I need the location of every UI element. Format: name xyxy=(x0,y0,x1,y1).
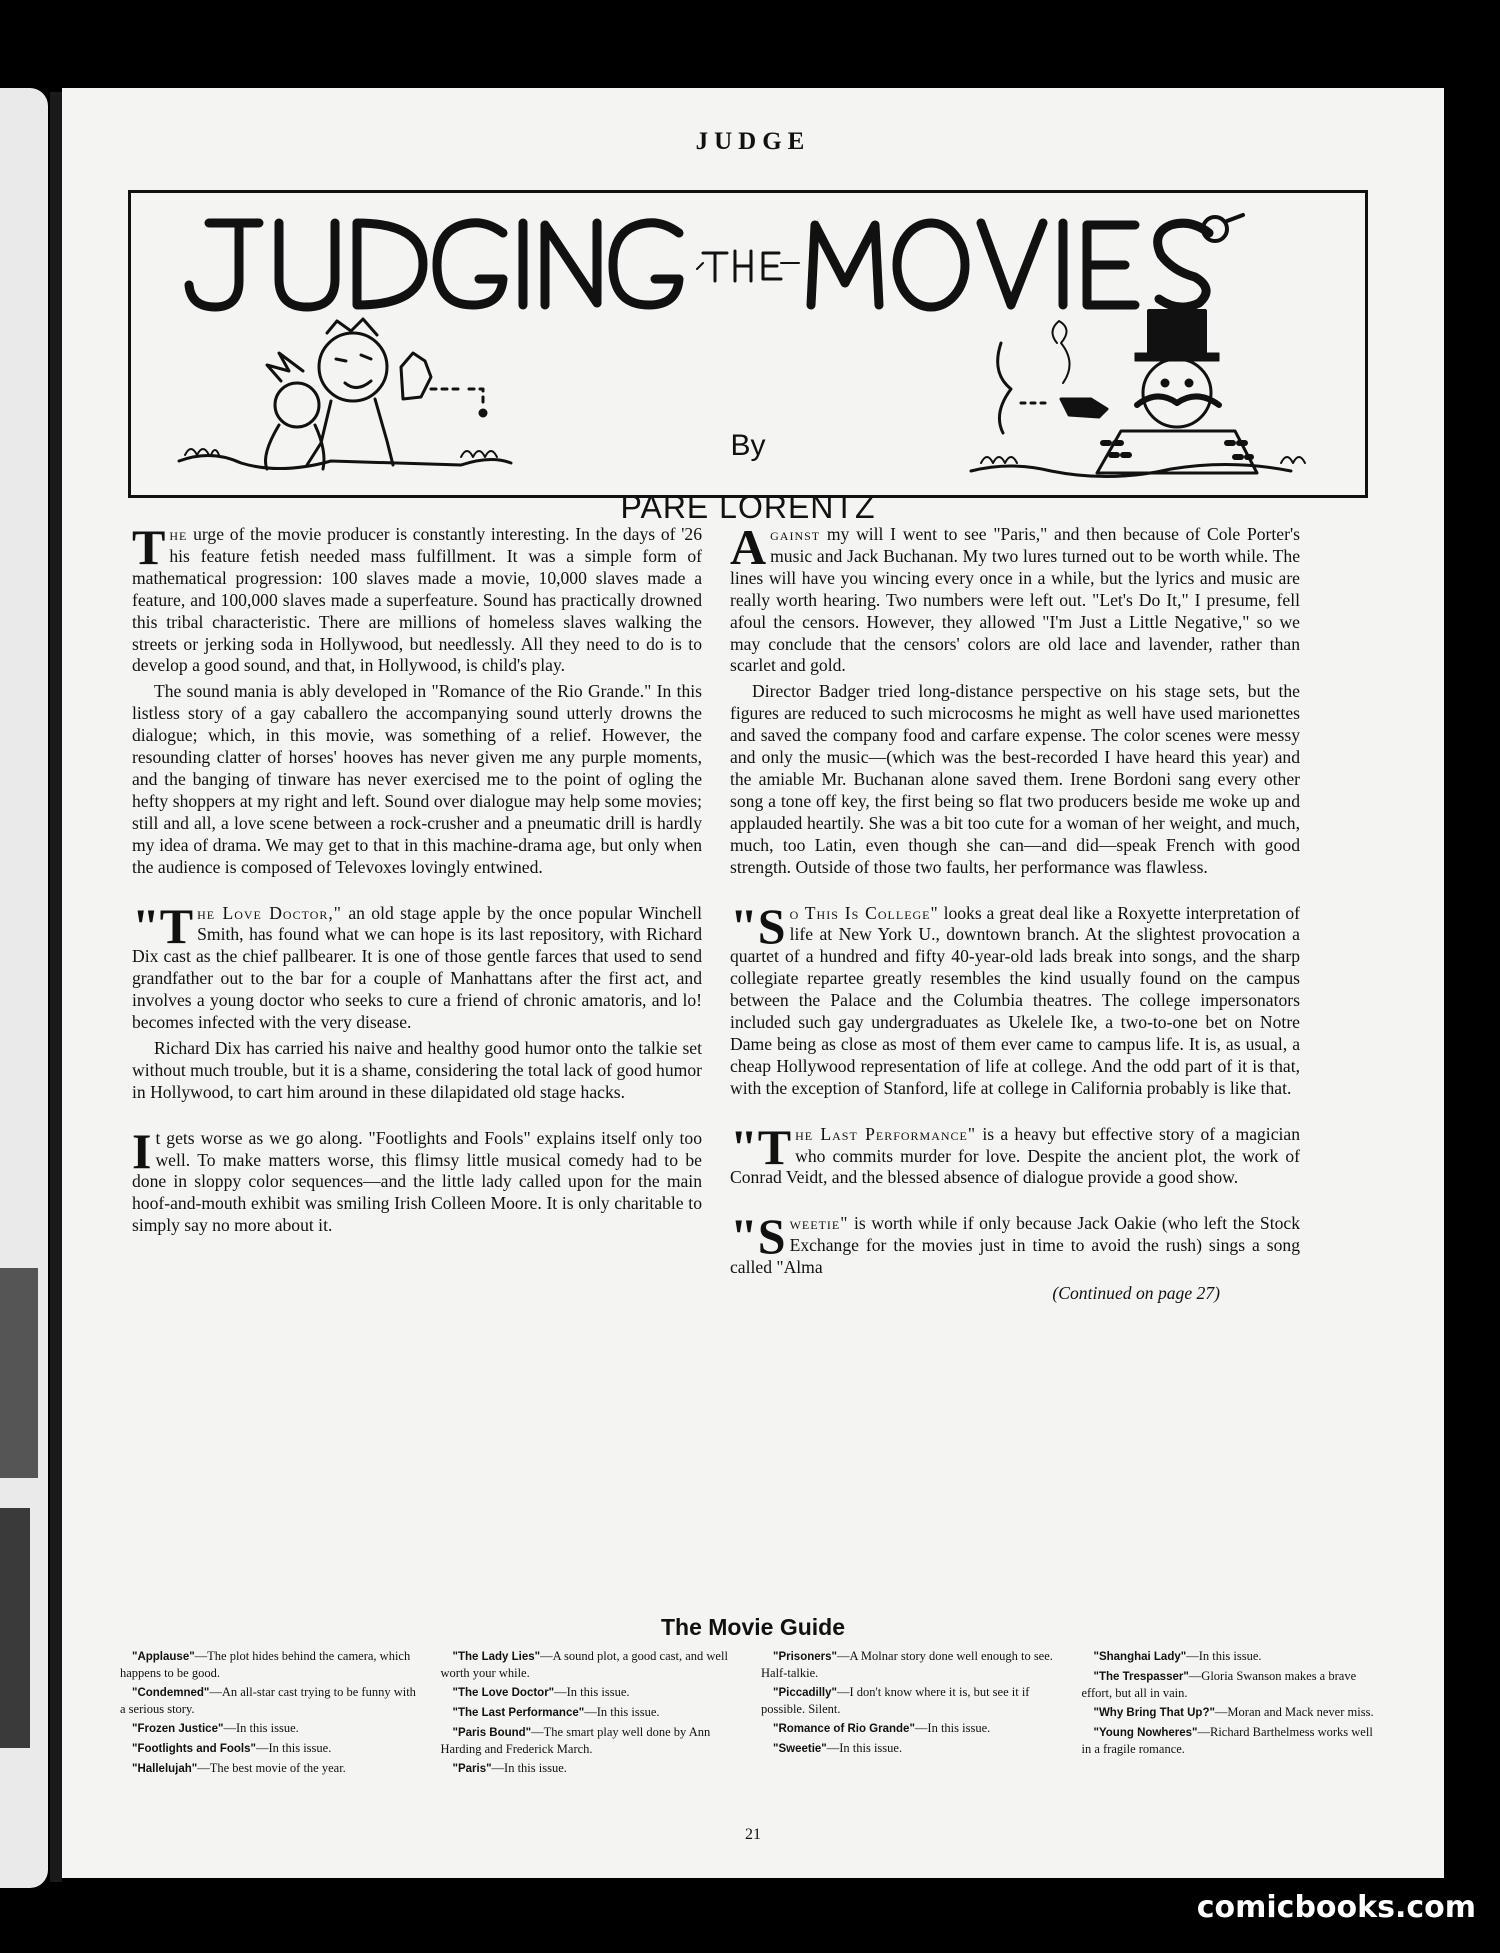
movie-comment: —In this issue. xyxy=(1186,1649,1262,1663)
byline-author: PARE LORENTZ xyxy=(620,489,876,525)
drop-cap: "S xyxy=(730,1208,786,1265)
movie-comment: —In this issue. xyxy=(554,1685,630,1699)
drop-cap: "T xyxy=(730,1118,792,1175)
movie-guide-entry xyxy=(441,1704,740,1721)
movie-guide-entry xyxy=(441,1724,740,1757)
drop-cap: "T xyxy=(132,897,194,954)
small-caps-lead: o This Is College" xyxy=(789,902,939,923)
movie-guide-entry xyxy=(1082,1724,1381,1757)
previous-page-edge xyxy=(0,88,48,1888)
movie-comment: —In this issue. xyxy=(491,1761,567,1775)
movie-title: "Hallelujah" xyxy=(132,1763,198,1775)
movie-guide-entry xyxy=(120,1760,419,1777)
article-paragraph xyxy=(730,897,1300,1100)
paragraph-text: t gets worse as we go along. "Footlights and Fools" explains itself only too well. To make matters worse, this flimsy little musical comedy had to be done in sloppy color sequences—and the little lady called upon for the main hoof-and-mouth exhibit was smiling Irish Colleen Moore. It is only charitable to simply say no more about it. xyxy=(132,1127,702,1236)
drop-cap: T xyxy=(132,519,166,575)
movie-guide-entry xyxy=(120,1740,419,1757)
movie-comment: —I don't know where it is, but see it if possible. Silent. xyxy=(761,1685,1030,1716)
movie-comment: —In this issue. xyxy=(255,1741,332,1755)
article-paragraph: Director Badger tried long-distance perspective on his stage sets, but the figures are reduced to such microcosms he might as well have used marionettes and saved the company food and carfare expense. The color scenes were messy and only the music—(which was the best-recorded I have heard this year) and the amiable Mr. Buchanan alone saved them. Irene Bordoni sang every other song a tone off key, the first being so flat two producers beside me woke up and applauded heartily. She was a bit too cute for a woman of her weight, and much, much, too Latin, even though she can—and did—speak French with good strength. Outside of those two faults, her performance was flawless. xyxy=(730,681,1300,877)
movie-title: "Applause" xyxy=(132,1651,195,1663)
article-column-left xyxy=(132,519,702,1241)
movie-guide-entry xyxy=(1082,1648,1381,1665)
previous-page-illustration-fragment xyxy=(0,1268,38,1478)
small-caps-lead: weetie" xyxy=(789,1213,849,1234)
article-paragraph xyxy=(730,1208,1300,1279)
paragraph-text: urge of the movie producer is constantly interesting. In the days of '26 his feature fetish needed mass fulfillment. It was a simple form of mathematical progression: 100 slaves made a movie, 10,000 slaves made a feature, and 100,000 slaves made a superfeature. Sound has practically drowned this tribal characteristic. There are millions of homeless slaves walking the streets or jerking soda in Hollywood, but needlessly. All they need to do is to develop a good sound, and that, in Hollywood, is child's play. xyxy=(132,524,702,676)
article-paragraph: The sound mania is ably developed in "Romance of the Rio Grande." In this listless story of a gay caballero the accompanying sound utterly drowns the dialogue; which, in this movie, was something of a relief. However, the resounding clatter of horses' hooves has never given me any purple moments, and the banging of tinware has never exercised me to the point of ogling the hefty shoppers at my right and left. Sound over dialogue may help some movies; still and all, a love scene between a rock-crusher and a pneumatic drill is hardly my idea of drama. We may get to that in this machine-drama age, but only when the audience is composed of Televoxes lovingly entwined. xyxy=(132,681,702,877)
movie-guide-title: The Movie Guide xyxy=(660,1614,846,1640)
movie-comment: —In this issue. xyxy=(914,1721,991,1735)
drop-cap: A xyxy=(730,519,767,575)
article-paragraph: Richard Dix has carried his naive and healthy good humor onto the talkie set without much trouble, but it is a shame, considering the total lack of good humor in Hollywood, to cart him around in these dilapidated old stage hacks. xyxy=(132,1037,702,1102)
small-caps-lead: he xyxy=(169,524,188,544)
movie-title: "Shanghai Lady" xyxy=(1093,1651,1187,1663)
movie-guide-entry xyxy=(120,1720,419,1737)
movie-guide-entry xyxy=(1082,1668,1381,1701)
movie-title: "Paris" xyxy=(452,1763,492,1775)
movie-guide-column xyxy=(761,1648,1060,1780)
movie-title: "Frozen Justice" xyxy=(132,1723,224,1735)
small-caps-lead: he Love Doctor," xyxy=(197,902,342,923)
page-number: 21 xyxy=(745,1826,761,1843)
movie-title: "Romance of Rio Grande" xyxy=(773,1723,915,1735)
movie-title: "Paris Bound" xyxy=(452,1727,532,1739)
movie-guide-column xyxy=(1082,1648,1381,1780)
movie-title: "Prisoners" xyxy=(773,1651,837,1663)
movie-title: "The Trespasser" xyxy=(1093,1671,1189,1683)
movie-guide-entry xyxy=(441,1648,740,1681)
movie-comment: —Moran and Mack never miss. xyxy=(1214,1705,1374,1719)
movie-title: "The Last Performance" xyxy=(452,1707,585,1719)
article-column-right xyxy=(730,519,1300,1305)
movie-title: "Piccadilly" xyxy=(773,1687,837,1699)
article-paragraph xyxy=(132,1122,702,1238)
movie-comment: —An all-star cast trying to be funny with a serious story. xyxy=(120,1685,416,1716)
movie-guide-column xyxy=(120,1648,419,1780)
movie-comment: —A Molnar story done well enough to see. Half-talkie. xyxy=(761,1649,1053,1680)
movie-guide-entry xyxy=(761,1648,1060,1681)
drop-cap: I xyxy=(132,1122,152,1179)
article-paragraph xyxy=(132,519,702,677)
movie-comment: —The smart play well done by Ann Harding and Frederick March. xyxy=(440,1725,711,1756)
movie-title: "Young Nowheres" xyxy=(1093,1727,1198,1739)
movie-guide-entry xyxy=(120,1648,419,1681)
previous-page-illustration-fragment xyxy=(0,1508,30,1748)
paragraph-text: is worth while if only because Jack Oakie (who left the Stock Exchange for the movies just in time to avoid the rush) sings a song called "Alma xyxy=(730,1213,1300,1278)
movie-title: "Condemned" xyxy=(132,1687,210,1699)
movie-comment: —Gloria Swanson makes a brave effort, but all in vain. xyxy=(1081,1669,1357,1700)
movie-comment: —The best movie of the year. xyxy=(197,1761,346,1775)
paragraph-text: is a heavy but effective story of a magician who commits murder for love. Despite the ancient plot, the work of Conrad Veidt, and the blessed absence of dialogue provide a good show. xyxy=(730,1123,1300,1188)
movie-guide xyxy=(120,1648,1380,1780)
movie-comment: —The plot hides behind the camera, which happens to be good. xyxy=(120,1649,411,1680)
movie-title: "Why Bring That Up?" xyxy=(1093,1707,1215,1719)
movie-guide-entry xyxy=(761,1684,1060,1717)
movie-guide-entry xyxy=(1082,1704,1381,1721)
movie-guide-column xyxy=(441,1648,740,1780)
movie-guide-entry xyxy=(120,1684,419,1717)
movie-comment: —A sound plot, a good cast, and well worth your while. xyxy=(440,1649,728,1680)
book-spine xyxy=(50,92,62,1882)
byline-by: By xyxy=(730,429,766,462)
movie-guide-entry xyxy=(761,1740,1060,1757)
movie-title: "Footlights and Fools" xyxy=(132,1743,256,1755)
small-caps-lead: he Last Performance" xyxy=(795,1123,977,1144)
movie-title: "Sweetie" xyxy=(773,1743,827,1755)
article-paragraph xyxy=(730,1118,1300,1190)
drop-cap: "S xyxy=(730,897,786,954)
title-banner xyxy=(128,190,1368,525)
movie-comment: —In this issue. xyxy=(584,1705,660,1719)
magazine-page xyxy=(62,88,1444,1878)
movie-title: "The Lady Lies" xyxy=(452,1651,541,1663)
paragraph-text: my will I went to see "Paris," and then because of Cole Porter's music and Jack Buchanan. My two lures turned out to be worth while. The lines will have you wincing every once in a while, but the lyrics and music are really worth hearing. Two numbers were left out. "Let's Do It," I presume, fell afoul the censors. However, they allowed "I'm Just a Little Negative," so we may conclude that the censors' colors are old lace and lavender, rather than scarlet and gold. xyxy=(730,524,1300,676)
movie-comment: —In this issue. xyxy=(223,1721,299,1735)
paragraph-text: an old stage apple by the once popular Winchell Smith, has found what we can hope is its last repository, with Richard Dix cast as the chief pallbearer. It is one of those gentle farces that used to send grandfather out to the bar for a couple of Manhattans after the first act, and involves a young doctor who seeks to cure a friend of chronic amatoris, and lo! becomes infected with the very disease. xyxy=(132,902,702,1033)
movie-comment: —In this issue. xyxy=(826,1741,903,1755)
movie-guide-entry xyxy=(441,1760,740,1777)
movie-comment: —Richard Barthelmess works well in a fragile romance. xyxy=(1081,1725,1373,1756)
article-paragraph xyxy=(730,519,1300,677)
movie-guide-entry xyxy=(441,1684,740,1701)
article-paragraph xyxy=(132,897,702,1034)
watermark: comicbooks.com xyxy=(1196,1890,1476,1925)
movie-title: "The Love Doctor" xyxy=(452,1687,555,1699)
paragraph-text: looks a great deal like a Roxyette interpretation of life at New York U., downtown branch. At the slightest provocation a quartet of a hundred and fifty 40-year-old lads break into songs, and the sharp collegiate repartee greatly resembles the kind usually found on the campus between the Palace and the Columbia theatres. The college impersonators included such gay undergraduates as Ukelele Ike, a two-to-one bet on Notre Dame being as close as most of them ever came to campus life. It is, as usual, a cheap Hollywood representation of life at college. And the odd part of it is that, with the exception of Stanford, life at college in California probably is like that. xyxy=(730,902,1300,1098)
running-head: JUDGE xyxy=(695,128,811,155)
continued-note: (Continued on page 27) xyxy=(1052,1283,1220,1304)
small-caps-lead: gainst xyxy=(770,524,821,544)
movie-guide-entry xyxy=(761,1720,1060,1737)
